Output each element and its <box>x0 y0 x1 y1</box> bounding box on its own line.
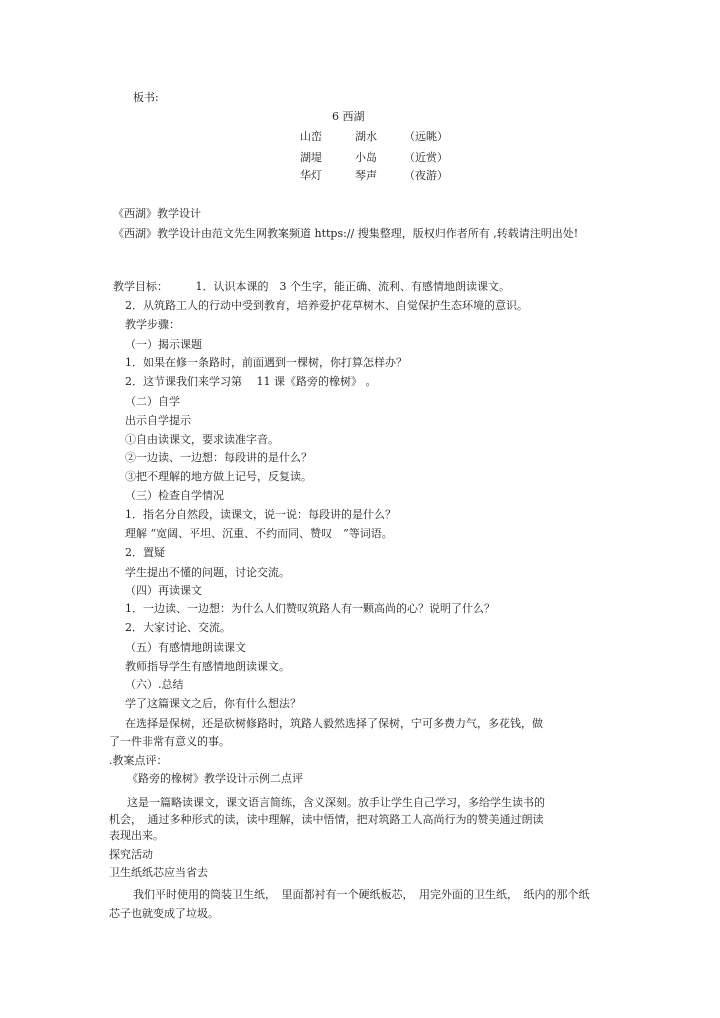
blackboard-label: 板书: <box>133 91 159 104</box>
doc-line: 2．从筑路工人的行动中受到教育，培养爱护花草树木、自觉保护生态环境的意识。 <box>125 299 528 312</box>
board-cell: 琴声 <box>355 169 377 182</box>
doc-line: ②一边读、一边想：每段讲的是什么？ <box>125 451 312 464</box>
doc-line: （一）揭示课题 <box>125 338 202 351</box>
doc-line: （五）有感情地朗读课文 <box>125 641 246 654</box>
doc-line: 《路旁的橡树》教学设计示例二点评 <box>127 772 303 785</box>
doc-line: 教学目标： 1．认识本课的 3 个生字，能正确、流利、有感情地朗读课文。 <box>113 280 510 293</box>
board-cell: 小岛 <box>355 151 377 164</box>
board-cell: （夜游） <box>404 169 448 182</box>
board-cell: 湖水 <box>355 130 377 143</box>
board-cell: 华灯 <box>300 169 322 182</box>
doc-line: （三）检查自学情况 <box>125 489 224 502</box>
blackboard-title: 6 西湖 <box>332 110 365 123</box>
doc-line: 理解 “宽阔、平坦、沉重、不约而同、赞叹 ”等词语。 <box>125 527 393 540</box>
doc-line: （六）.总结 <box>125 678 184 691</box>
board-cell: （近赏） <box>404 151 448 164</box>
doc-line: 这是一篇略读课文，课文语言简练，含义深刻。放手让学生自己学习，多给学生读书的 <box>127 796 545 809</box>
doc-line: 在选择是保树，还是砍树修路时，筑路人毅然选择了保树，宁可多费力气，多花钱，做 <box>125 717 543 730</box>
doc-line: 1．指名分自然段，读课文，说一说：每段讲的是什么？ <box>125 508 396 521</box>
doc-line: 卫生纸纸芯应当省去 <box>109 866 208 879</box>
doc-line: ①自由读课文，要求读准字音。 <box>125 433 279 446</box>
doc-line: 表现出来。 <box>109 829 164 842</box>
doc-heading: 《西湖》教学设计 <box>113 207 201 220</box>
doc-line: ③把不理解的地方做上记号，反复读。 <box>125 470 312 483</box>
doc-line: 学生提出不懂的问题，讨论交流。 <box>125 566 290 579</box>
doc-line: 2．大家讨论、交流。 <box>125 621 231 634</box>
doc-line: （二）自学 <box>125 395 180 408</box>
doc-line: 1．如果在修一条路时，前面遇到一棵树，你打算怎样办？ <box>125 356 407 369</box>
board-cell: 湖堤 <box>300 151 322 164</box>
doc-line: 2．置疑 <box>125 546 165 559</box>
doc-line: 机会， 通过多种形式的读，读中理解，读中悟情，把对筑路工人高尚行为的赞美通过朗读 <box>109 813 544 826</box>
doc-line: 我们平时使用的筒装卫生纸， 里面都衬有一个硬纸板芯， 用完外面的卫生纸， 纸内的那个纸 <box>133 888 590 901</box>
doc-line: 了一件非常有意义的事。 <box>109 735 230 748</box>
doc-line: 教学步骤： <box>125 318 180 331</box>
board-cell: （远眺） <box>404 130 448 143</box>
doc-line: 2．这节课我们来学习第 11 课《路旁的橡树》 。 <box>125 375 377 388</box>
doc-line: （四）再读课文 <box>125 584 202 597</box>
doc-line: 1．一边读、一边想：为什么人们赞叹筑路人有一颗高尚的心？说明了什么？ <box>125 602 495 615</box>
board-cell: 山峦 <box>300 130 322 143</box>
doc-line: 《西湖》教学设计由范文先生网教案频道 https:// 搜集整理，版权归作者所有 ,转载请注明出处! <box>113 227 579 240</box>
doc-line: 教师指导学生有感情地朗读课文。 <box>125 660 290 673</box>
doc-line: 学了这篇课文之后，你有什么想法？ <box>125 697 301 710</box>
doc-line: 出示自学提示 <box>125 414 191 427</box>
doc-line: .教案点评： <box>109 754 168 767</box>
doc-line: 探究活动 <box>109 848 153 861</box>
doc-line: 芯子也就变成了垃圾。 <box>109 907 219 920</box>
